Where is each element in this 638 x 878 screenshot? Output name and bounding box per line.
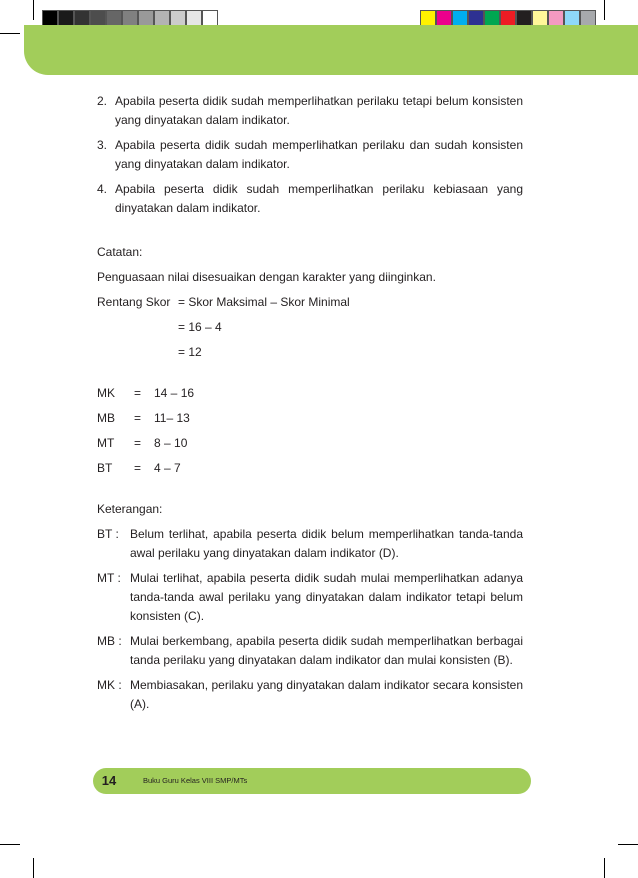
rentang-label: Rentang Skor — [97, 295, 171, 309]
grayscale-color-bar — [42, 10, 218, 26]
score-equals: = — [134, 411, 142, 425]
score-equals: = — [134, 436, 142, 450]
color-swatch — [90, 10, 106, 26]
keterangan-item — [97, 676, 523, 714]
crop-mark — [0, 33, 20, 34]
score-equals: = — [134, 461, 142, 475]
rentang-skor — [97, 293, 523, 312]
color-swatch — [516, 10, 532, 26]
color-swatch — [42, 10, 58, 26]
rentang-formula: = 16 – 4 — [178, 320, 222, 334]
page-number: 14 — [101, 773, 117, 788]
catatan-heading: Catatan: — [97, 245, 143, 259]
criteria-text: Apabila peserta didik sudah memperlihatkan perilaku tetapi belum konsisten yang dinyatakan dalam indikator. — [115, 94, 523, 127]
color-swatch — [154, 10, 170, 26]
keterangan-text: Membiasakan, perilaku yang dinyatakan dalam indikator secara konsisten (A). — [130, 678, 523, 711]
score-range-row — [97, 434, 523, 453]
keterangan-text: Mulai terlihat, apabila peserta didik sudah mulai memperlihatkan adanya tanda-tanda awal perilaku yang dinyatakan dalam indikator tetapi belum konsisten (C). — [130, 571, 523, 623]
crop-mark — [33, 858, 34, 878]
crop-mark — [618, 844, 638, 845]
crop-mark — [33, 0, 34, 20]
color-swatch — [138, 10, 154, 26]
process-color-bar — [420, 10, 596, 26]
score-code: MB — [97, 411, 115, 425]
criteria-text: Apabila peserta didik sudah memperlihatkan perilaku kebiasaan yang dinyatakan dalam indikator. — [115, 182, 523, 215]
keterangan-code: MB : — [97, 634, 122, 648]
crop-mark — [604, 0, 605, 20]
score-range: 11– 13 — [154, 411, 190, 425]
criteria-item — [97, 136, 523, 174]
color-swatch — [420, 10, 436, 26]
color-swatch — [484, 10, 500, 26]
score-range-row — [97, 409, 523, 428]
rentang-formula: = Skor Maksimal – Skor Minimal — [178, 295, 350, 309]
criteria-number: 3. — [97, 138, 108, 152]
criteria-text: Apabila peserta didik sudah memperlihatkan perilaku dan sudah konsisten yang dinyatakan dalam indikator. — [115, 138, 523, 171]
score-code: MK — [97, 386, 115, 400]
catatan-text: Penguasaan nilai disesuaikan dengan karakter yang diinginkan. — [97, 270, 436, 284]
color-swatch — [106, 10, 122, 26]
color-swatch — [500, 10, 516, 26]
color-swatch — [468, 10, 484, 26]
color-swatch — [564, 10, 580, 26]
keterangan-item — [97, 569, 523, 626]
keterangan-code: MK : — [97, 678, 122, 692]
color-swatch — [122, 10, 138, 26]
keterangan-text: Mulai berkembang, apabila peserta didik sudah memperlihatkan berbagai tanda perilaku yang dinyatakan dalam indikator dan mulai konsisten (B). — [130, 634, 523, 667]
color-swatch — [548, 10, 564, 26]
criteria-number: 4. — [97, 182, 108, 196]
color-swatch — [202, 10, 218, 26]
criteria-item — [97, 180, 523, 218]
score-range: 4 – 7 — [154, 461, 181, 475]
score-code: MT — [97, 436, 115, 450]
page-content — [97, 92, 523, 720]
color-swatch — [452, 10, 468, 26]
color-swatch — [186, 10, 202, 26]
score-equals: = — [134, 386, 142, 400]
criteria-number: 2. — [97, 94, 108, 108]
score-range: 8 – 10 — [154, 436, 188, 450]
keterangan-text: Belum terlihat, apabila peserta didik belum memperlihatkan tanda-tanda awal perilaku yang dinyatakan dalam indikator (D). — [130, 527, 523, 560]
score-range-row — [97, 459, 523, 478]
keterangan-code: MT : — [97, 571, 121, 585]
keterangan-code: BT : — [97, 527, 119, 541]
keterangan-item — [97, 632, 523, 670]
score-range: 14 – 16 — [154, 386, 195, 400]
keterangan-heading: Keterangan: — [97, 502, 163, 516]
keterangan-item — [97, 525, 523, 563]
score-code: BT — [97, 461, 113, 475]
color-swatch — [532, 10, 548, 26]
header-band — [24, 25, 638, 75]
color-swatch — [58, 10, 74, 26]
crop-mark — [604, 858, 605, 878]
score-range-row — [97, 384, 523, 403]
color-swatch — [74, 10, 90, 26]
criteria-item — [97, 92, 523, 130]
rentang-formula: = 12 — [178, 345, 202, 359]
book-title: Buku Guru Kelas VIII SMP/MTs — [143, 776, 248, 785]
color-swatch — [436, 10, 452, 26]
color-swatch — [170, 10, 186, 26]
crop-mark — [0, 844, 20, 845]
color-swatch — [580, 10, 596, 26]
